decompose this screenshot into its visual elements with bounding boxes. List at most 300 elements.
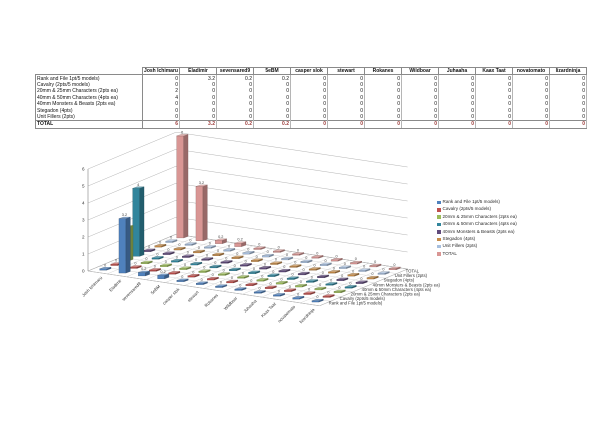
table-cell[interactable]: 0 [402,82,439,88]
bar-value-label: 0 [172,267,176,272]
legend-entry[interactable] [437,200,517,205]
bar-value-label: 0 [239,283,242,288]
table-cell[interactable]: 0 [328,107,365,113]
bar-value-label: 0 [178,243,181,248]
bar-value-label: 0 [308,287,311,292]
table-cell[interactable]: 0 [402,88,439,94]
row-label: Rank and File 1pt/5 models) [36,75,143,82]
legend-entry-label: Stegadon (4pts) [442,235,476,241]
bar-value-label: 0 [194,258,198,263]
table-cell[interactable]: 0 [550,75,587,82]
bar-value-label: 0 [299,280,302,285]
category-axis-label: lizardninja [298,307,316,325]
bar-front-face [210,267,217,268]
player-column-header[interactable]: lizardninja [550,68,587,75]
table-cell[interactable]: 0 [180,88,217,94]
bar-value-label: 0.2 [237,237,243,242]
series-axis-label: Rank and File 1pt/5 models) [328,300,383,306]
bar-value-label: 0 [192,270,195,275]
bar-front-face [367,278,374,279]
bar-value-label: 0 [371,272,374,277]
bar-value-label: 0 [283,265,286,270]
series-axis-label: 40mm Monsters & Beasts (2pts ea) [372,282,440,288]
bar-front-face [215,240,222,243]
table-cell[interactable]: 0 [439,75,476,82]
bar-front-face [155,246,162,247]
player-column-header[interactable]: Rokanes [365,68,402,75]
bar-front-face [356,282,363,283]
bar-value-label: 0 [153,264,156,269]
table-cell[interactable]: 0 [328,82,365,88]
bar-front-face [326,284,333,285]
bar-value-label: 0 [321,271,324,275]
table-cell[interactable]: 0 [291,114,328,121]
total-cell[interactable]: 0.2 [254,121,291,128]
category-axis-label: novatomato [276,304,297,324]
bar-front-face [213,255,220,256]
bar-front-face [389,269,396,270]
bar-value-label: 0 [316,251,319,256]
table-cell[interactable]: 0 [217,114,254,121]
total-cell[interactable]: 0 [365,121,402,128]
series-axis-label: 40mm & 50mm Characters (4pts ea) [361,286,432,292]
table-cell[interactable]: 0 [365,82,402,88]
player-column-header[interactable]: Juhaaha [439,68,476,75]
bar-front-face [158,275,165,278]
table-cell[interactable]: 0 [217,101,254,107]
bar-front-face [199,271,206,272]
table-cell[interactable]: 0 [254,95,291,101]
table-cell[interactable]: 0 [143,101,180,107]
table-cell[interactable]: 0.2 [254,75,291,82]
bar-value-label: 0 [241,271,245,276]
bar-front-face [202,259,209,260]
table-cell[interactable]: 0 [328,95,365,101]
bar-value-label: 0 [280,277,283,282]
table-cell[interactable]: 0 [365,95,402,101]
table-cell[interactable]: 0 [439,88,476,94]
legend-entry-label: Cavalry (2pts/5 models) [442,206,492,212]
bar-front-face [235,243,242,246]
bar-front-face [292,254,299,255]
bar-front-face [240,265,247,266]
bar-front-face [207,279,214,280]
bar-front-face [331,260,338,261]
table-cell[interactable]: 0 [476,82,513,88]
value-gridline [88,132,408,169]
table-cell[interactable]: 0 [476,88,513,94]
bar-front-face [345,287,352,288]
bar-front-face [320,264,327,265]
bar-front-face [284,290,291,291]
bar-front-face [273,295,280,296]
bar-3d[interactable] [119,217,130,273]
table-cell[interactable]: 0 [476,95,513,101]
bar-value-label: 3.2 [198,180,205,185]
chart-legend [437,200,517,259]
bar-front-face [378,273,385,274]
bar-value-label: 0 [316,295,319,300]
series-axis-label: 20mm & 25mm Characters (2pts ea) [350,291,421,297]
table-cell[interactable]: 0 [550,95,587,101]
y-axis-tick-label: 5 [81,183,85,189]
table-cell[interactable]: 0 [254,82,291,88]
bar-value-label: 0 [330,278,333,283]
bar-front-face [287,278,294,279]
table-cell[interactable]: 0 [550,114,587,121]
table-cell[interactable]: 0 [143,75,180,82]
bar-value-label: 0 [302,268,305,273]
bar-front-face [317,277,324,278]
bar-front-face [293,298,300,299]
table-cell[interactable]: 0 [217,88,254,94]
bar-value-label: 0 [219,280,223,285]
table-cell[interactable]: 0 [513,75,550,82]
bar-front-face [254,292,261,293]
bar-front-face [215,286,222,287]
bar-value-label: 0.2 [160,269,166,274]
bar-front-face [232,257,239,258]
bar-front-face [273,251,280,252]
bar-front-face [279,271,286,272]
player-column-header[interactable]: novatomato [513,68,550,75]
row-label: Stegadon (4pts) [36,107,143,113]
bar-value-label: 0 [216,249,220,253]
bar-front-face [196,283,203,284]
table-cell[interactable]: 0 [476,114,513,121]
bar-value-label: 0 [338,286,341,290]
bar-value-label: 0 [277,245,280,250]
bar-value-label: 0 [263,262,267,267]
table-cell[interactable]: 4 [143,95,180,101]
bar-value-label: 0 [310,275,313,280]
table-cell[interactable]: 0 [365,114,402,121]
bar-front-face [276,283,283,284]
total-cell[interactable]: 0 [439,121,476,128]
bar-front-face [111,264,118,265]
bar-front-face [304,293,311,294]
bar-front-face [246,285,253,286]
bar-front-face [191,264,198,265]
row-label: Unit Fillers (2pts) [36,114,143,121]
table-cell[interactable]: 0 [550,88,587,94]
bar-value-label: 0 [197,246,200,251]
bar-front-face [133,188,140,256]
table-cell[interactable]: 0 [402,114,439,121]
bar-front-face [144,250,151,251]
bar-front-face [248,272,255,273]
total-cell[interactable]: 0 [328,121,365,128]
table-cell[interactable]: 0 [365,101,402,107]
table-cell[interactable]: 3.2 [180,75,217,82]
total-cell[interactable]: 0 [291,121,328,128]
bar-front-face [119,219,126,273]
table-cell[interactable]: 0 [365,88,402,94]
bar-front-face [174,249,181,250]
legend-entry[interactable] [437,215,517,220]
table-cell[interactable]: 0 [291,95,328,101]
bar-value-label: 0 [167,247,170,252]
player-column-header[interactable]: Wildboar [402,68,439,75]
player-column-header[interactable]: Kaax Taat [476,68,513,75]
bar-value-label: 0 [214,261,217,266]
table-cell[interactable]: 2 [143,88,180,94]
table-cell[interactable]: 0 [217,107,254,113]
category-axis-label: Rokanes [203,292,220,309]
table-cell[interactable]: 0 [402,95,439,101]
table-cell[interactable]: 0 [180,82,217,88]
bar-front-face [350,263,357,264]
table-cell[interactable]: 0 [439,107,476,113]
bar-value-label: 0 [382,267,385,272]
bar-value-label: 0 [186,250,189,255]
bar-value-label: 0 [327,290,330,295]
player-column-header[interactable]: casper slok [291,68,328,75]
bar-value-label: 0 [374,260,377,265]
table-cell[interactable]: 0 [439,82,476,88]
total-cell[interactable]: 6 [143,121,180,128]
table-cell[interactable]: 0 [513,101,550,107]
bar-front-face [370,266,377,267]
legend-entry[interactable] [437,230,517,235]
table-cell[interactable]: 0 [254,107,291,113]
category-axis-label: 5eBM [149,283,162,296]
bar-front-face [100,269,107,270]
bar-value-label: 0 [200,277,203,282]
table-cell[interactable]: 0 [513,114,550,121]
bar-front-face [312,301,319,302]
bar-value-label: 0 [266,250,269,255]
bar-front-face [290,266,297,267]
legend-entry[interactable] [437,244,517,249]
row-label: 40mm Monsters & Beasts (2pts ea) [36,101,143,107]
table-cell[interactable]: 0 [291,101,328,107]
bar-value-label: 0 [205,253,209,258]
row-label: Cavalry (2pts/5 models) [36,82,143,88]
bar-value-label: 0 [277,289,280,294]
table-cell[interactable]: 0 [180,101,217,107]
table-cell[interactable]: 0 [550,82,587,88]
table-cell[interactable]: 0 [328,114,365,121]
table-cell[interactable]: 0 [143,107,180,113]
bar-value-label: 0 [189,238,192,243]
total-cell[interactable]: 0 [402,121,439,128]
table-cell[interactable]: 0 [254,88,291,94]
bar-value-label: 0 [104,263,107,268]
bar-value-label: 0.2 [141,267,147,271]
table-cell[interactable]: 0 [476,75,513,82]
player-column-header[interactable]: sevensared9 [217,68,254,75]
bar-front-face [268,275,275,276]
table-cell[interactable]: 0 [328,75,365,82]
table-cell[interactable]: 0 [439,114,476,121]
table-cell[interactable]: 0 [254,114,291,121]
bar-front-face [204,247,211,248]
bar-value-label: 0 [208,241,211,246]
bar-front-face [359,270,366,271]
table-cell[interactable]: 0 [402,75,439,82]
bar-value-label: 0 [272,269,275,274]
player-column-header[interactable]: 5eBM [254,68,291,75]
y-axis-tick-label: 6 [81,166,85,172]
bar-front-face [262,256,269,257]
legend-entry-label: 20mm & 25mm Characters (2pts ea) [442,213,517,219]
table-cell[interactable]: 0 [365,75,402,82]
legend-color-swatch-icon [437,223,441,227]
table-cell[interactable]: 0 [513,95,550,101]
bar-value-label: 0 [156,252,159,257]
row-label: 20mm & 25mm Characters (2pts ea) [36,88,143,94]
bar-front-face [149,270,156,271]
table-cell[interactable]: 0 [328,88,365,94]
bar-front-face [243,253,250,254]
legend-color-swatch-icon [437,252,441,256]
bar-front-face [348,275,355,276]
category-axis-label: Josh Ichimaru [80,275,104,298]
y-axis-tick-label: 2 [81,234,85,240]
value-gridline [88,149,408,186]
bar-value-label: 0 [148,244,151,249]
bar-front-face [298,274,305,275]
bar-value-label: 0 [297,292,300,297]
bar-value-label: 0 [313,263,316,268]
bar-value-label: 0 [164,259,167,264]
table-cell[interactable]: 0 [180,114,217,121]
legend-color-swatch-icon [437,238,441,242]
table-cell[interactable]: 0 [254,101,291,107]
bar-value-label: 6 [181,130,184,135]
legend-entry[interactable] [437,237,517,242]
table-cell[interactable]: 0 [365,107,402,113]
table-cell[interactable]: 0 [476,101,513,107]
total-cell[interactable]: 3.2 [180,121,217,128]
legend-entry[interactable] [437,252,517,257]
total-cell[interactable]: 0.2 [217,121,254,128]
series-axis-label: Cavalry (2pts/5 models) [339,296,385,302]
category-axis-label: sevensared9 [120,281,142,302]
category-axis-label: stewart [186,289,200,304]
y-axis-tick-label: 3 [81,217,85,223]
bar-front-face [180,268,187,269]
table-cell[interactable]: 0 [513,107,550,113]
table-cell[interactable]: 0 [402,101,439,107]
table-cell[interactable]: 0 [402,107,439,113]
table-cell[interactable]: 0 [291,88,328,94]
legend-entry-label: Unit Fillers (2pts) [442,243,478,249]
table-cell[interactable]: 0 [143,114,180,121]
table-cell[interactable]: 0 [550,101,587,107]
bar-front-face [138,273,145,276]
bar-value-label: 0 [274,257,278,262]
player-column-header[interactable]: stewart [328,68,365,75]
y-axis-tick-label: 0 [81,268,85,274]
legend-color-swatch-icon [437,245,441,249]
bar-value-label: 0 [343,261,346,266]
table-cell[interactable]: 0 [476,107,513,113]
table-cell[interactable]: 0 [439,101,476,107]
series-axis-label: Stegadon (4pts) [383,277,415,283]
table-cell[interactable]: 0 [217,95,254,101]
legend-entry-label: 40mm Monsters & Beasts (2pts ea) [442,228,515,234]
legend-entry-label: 40mm & 50mm Characters (4pts ea) [442,221,517,227]
bar-value-label: 0 [250,279,253,283]
bar-value-label: 0 [181,274,184,279]
table-cell[interactable]: 0 [291,75,328,82]
bar-front-face [339,267,346,268]
row-label: 40mm & 50mm Characters (4pts ea) [36,95,143,101]
table-cell[interactable]: 0 [513,88,550,94]
total-cell[interactable]: 0 [476,121,513,128]
bar-front-face [281,259,288,260]
bar-front-face [169,273,176,274]
category-axis-label: Wildboar [222,295,239,312]
bar-front-face [235,289,242,290]
table-cell[interactable]: 0 [180,107,217,113]
bar-value-label: 0 [233,264,236,268]
player-column-header[interactable]: Josh Ichimaru [144,68,178,75]
table-cell[interactable]: 0 [328,101,365,107]
total-cell[interactable]: 0 [513,121,550,128]
player-column-header[interactable]: Eladimir [180,68,217,75]
bar-3d[interactable] [133,187,144,257]
bar-value-label: 0 [352,269,355,274]
bar-3d[interactable] [177,134,188,238]
table-cell[interactable]: 0 [550,107,587,113]
bar-value-label: 0 [360,276,363,281]
bar-front-face [265,287,272,288]
bar-front-face [193,252,200,253]
bar-front-face [301,262,308,263]
category-axis-label: Eladimir [107,278,123,293]
total-row-label: TOTAL [36,121,143,128]
bar-front-face [224,250,231,251]
table-cell[interactable]: 0 [180,95,217,101]
y-axis-tick-label: 1 [81,251,85,257]
bar-3d[interactable] [196,185,207,241]
table-cell[interactable]: 0.2 [217,75,254,82]
legend-entry-label: Rank and File 1pt/5 models) [442,199,500,204]
legend-entry[interactable] [437,222,517,227]
total-cell[interactable]: 0 [550,121,587,128]
bar-value-label: 0 [145,257,148,261]
table-cell[interactable]: 0 [291,107,328,113]
bar-front-face [177,136,184,238]
legend-entry[interactable] [437,207,517,212]
table-cell[interactable]: 0 [143,82,180,88]
legend-color-swatch-icon [437,230,441,234]
bar-side-face [203,185,207,241]
bar-side-face [126,217,130,273]
bar-value-label: 0 [324,258,327,263]
bar-front-face [251,260,258,261]
bar-front-face [218,274,225,275]
bar-value-label: 0 [247,247,250,252]
table-cell[interactable]: 0 [513,82,550,88]
bar-front-face [229,270,236,271]
bar-value-label: 0 [349,281,352,286]
bar-front-face [315,289,322,290]
bar-front-face [312,257,319,258]
table-cell[interactable]: 0 [291,82,328,88]
bar-value-label: 0 [225,256,228,261]
table-cell[interactable]: 0 [217,82,254,88]
bar-value-label: 0 [170,235,173,240]
bar-value-label: 0 [296,248,300,253]
y-axis-tick-label: 4 [81,200,85,206]
table-cell[interactable]: 0 [439,95,476,101]
bar-front-face [166,241,173,242]
bar-value-label: 0 [305,256,308,260]
